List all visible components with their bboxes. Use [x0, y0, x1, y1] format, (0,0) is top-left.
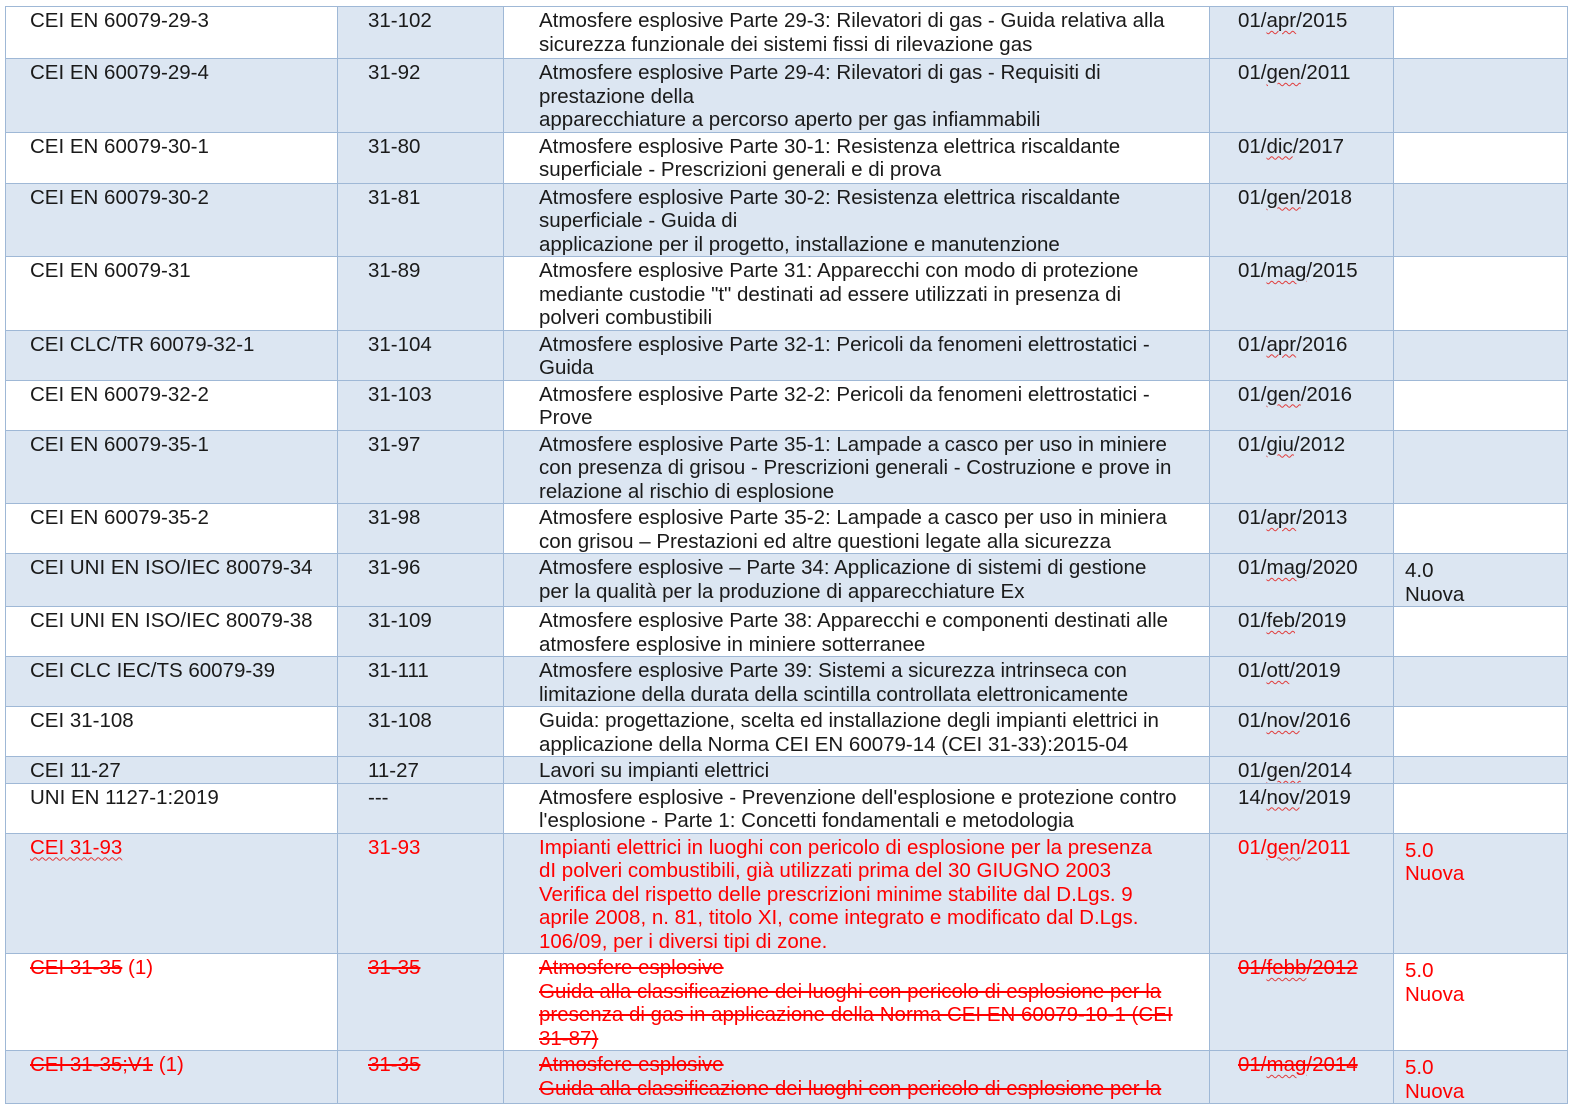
publication-date: 01/mag/2020: [1210, 554, 1394, 607]
publication-date: 01/gen/2016: [1210, 380, 1394, 430]
norm-title: Atmosfere esplosive – Parte 34: Applicazione di sistemi di gestione per la qualità per la produzione di apparecchiature Ex: [504, 554, 1210, 607]
version-note: [1394, 7, 1568, 59]
cei-classification: 31-102: [338, 7, 504, 59]
norm-code: CEI UNI EN ISO/IEC 80079-34: [6, 554, 338, 607]
version-note: [1394, 707, 1568, 757]
version-note: [1394, 657, 1568, 707]
version-note: [1394, 607, 1568, 657]
norm-code: UNI EN 1127-1:2019: [6, 783, 338, 833]
publication-date: 01/gen/2011: [1210, 59, 1394, 133]
version-note: [1394, 257, 1568, 331]
table-row: [6, 554, 1568, 607]
cei-classification: 31-98: [338, 504, 504, 554]
norm-title: Atmosfere esplosive Parte 31: Apparecchi con modo di protezione mediante custodie "t" destinati ad essere utilizzati in presenza di polveri combustibili: [504, 257, 1210, 331]
cei-classification: 31-108: [338, 707, 504, 757]
norm-title: Atmosfere esplosive Parte 29-4: Rilevatori di gas - Requisiti di prestazione della apparecchiature a percorso aperto per gas infiammabili: [504, 59, 1210, 133]
norm-title: Atmosfere esplosive Parte 35-2: Lampade a casco per uso in miniera con grisou – Prestazioni ed altre questioni legate alla sicurezza: [504, 504, 1210, 554]
table-row: [6, 707, 1568, 757]
cei-classification: 31-111: [338, 657, 504, 707]
cei-classification: ---: [338, 783, 504, 833]
version-note: 4.0 Nuova: [1394, 554, 1568, 607]
version-note: [1394, 59, 1568, 133]
table-row: [6, 257, 1568, 331]
norm-title: Atmosfere esplosive - Prevenzione dell'esplosione e protezione contro l'esplosione - Parte 1: Concetti fondamentali e metodologia: [504, 783, 1210, 833]
norm-code: CEI UNI EN ISO/IEC 80079-38: [6, 607, 338, 657]
version-note: [1394, 132, 1568, 183]
norm-title: Atmosfere esplosive Guida alla classificazione dei luoghi con pericolo di esplosione per la presenza di gas in applicazione della Norma CEI EN 60079-10-1 (CEI 31-87): [504, 954, 1210, 1051]
table-row: [6, 607, 1568, 657]
norm-title: Atmosfere esplosive Parte 32-2: Pericoli da fenomeni elettrostatici - Prove: [504, 380, 1210, 430]
table-row: [6, 657, 1568, 707]
publication-date: 01/apr/2016: [1210, 330, 1394, 380]
norm-title: Atmosfere esplosive Parte 35-1: Lampade a casco per uso in miniere con presenza di grisou - Prescrizioni generali - Costruzione e prove in relazione al rischio di esplosione: [504, 430, 1210, 504]
norm-title: Atmosfere esplosive Parte 38: Apparecchi e componenti destinati alle atmosfere esplosive in miniere sotterranee: [504, 607, 1210, 657]
norm-title: Guida: progettazione, scelta ed installazione degli impianti elettrici in applicazione della Norma CEI EN 60079-14 (CEI 31-33):2015-04: [504, 707, 1210, 757]
norm-code: CEI 31-108: [6, 707, 338, 757]
publication-date: 01/gen/2018: [1210, 183, 1394, 257]
version-note: [1394, 757, 1568, 784]
table-row: [6, 132, 1568, 183]
norm-code: CEI EN 60079-35-1: [6, 430, 338, 504]
publication-date: 01/febb/2012: [1210, 954, 1394, 1051]
norm-code: CEI 11-27: [6, 757, 338, 784]
standards-table: [5, 6, 1568, 1104]
norm-code: CEI EN 60079-29-3: [6, 7, 338, 59]
norm-code: CEI 31-35;V1 (1): [6, 1051, 338, 1104]
norm-title: Atmosfere esplosive Parte 32-1: Pericoli da fenomeni elettrostatici - Guida: [504, 330, 1210, 380]
table-row: [6, 59, 1568, 133]
cei-classification: 31-96: [338, 554, 504, 607]
table-row: [6, 380, 1568, 430]
cei-classification: 31-81: [338, 183, 504, 257]
norm-code: CEI EN 60079-31: [6, 257, 338, 331]
norm-code: CEI EN 60079-29-4: [6, 59, 338, 133]
norm-code: CEI CLC IEC/TS 60079-39: [6, 657, 338, 707]
norm-code: CEI 31-35 (1): [6, 954, 338, 1051]
version-note: 5.0 Nuova: [1394, 833, 1568, 954]
table-row: [6, 504, 1568, 554]
norm-title: Atmosfere esplosive Parte 39: Sistemi a sicurezza intrinseca con limitazione della durata della scintilla controllata elettronicamente: [504, 657, 1210, 707]
version-note: [1394, 430, 1568, 504]
publication-date: 01/nov/2016: [1210, 707, 1394, 757]
norm-title: Impianti elettrici in luoghi con pericolo di esplosione per la presenza dI polveri combustibili, già utilizzati prima del 30 GIUGNO 2003 Verifica del rispetto delle prescrizioni minime stabilite dal D.Lgs. 9 aprile 2008, n. 81, titolo XI, come integrato e modificato dal D.Lgs. 106/09, per i diversi tipi di zone.: [504, 833, 1210, 954]
norm-code: CEI EN 60079-30-1: [6, 132, 338, 183]
publication-date: 01/mag/2015: [1210, 257, 1394, 331]
cei-classification: 31-93: [338, 833, 504, 954]
publication-date: 01/gen/2014: [1210, 757, 1394, 784]
table-row: [6, 783, 1568, 833]
cei-classification: 31-104: [338, 330, 504, 380]
version-note: 5.0 Nuova: [1394, 1051, 1568, 1104]
table-row: [6, 954, 1568, 1051]
publication-date: 01/apr/2013: [1210, 504, 1394, 554]
publication-date: 01/feb/2019: [1210, 607, 1394, 657]
publication-date: 01/giu/2012: [1210, 430, 1394, 504]
norm-code: CEI 31-93: [6, 833, 338, 954]
publication-date: 01/ott/2019: [1210, 657, 1394, 707]
norm-title: Atmosfere esplosive Guida alla classificazione dei luoghi con pericolo di esplosione per la: [504, 1051, 1210, 1104]
publication-date: 01/gen/2011: [1210, 833, 1394, 954]
norm-code: CEI EN 60079-32-2: [6, 380, 338, 430]
table-row: [6, 757, 1568, 784]
norm-title: Lavori su impianti elettrici: [504, 757, 1210, 784]
version-note: [1394, 380, 1568, 430]
publication-date: 14/nov/2019: [1210, 783, 1394, 833]
cei-classification: 31-92: [338, 59, 504, 133]
table-row: [6, 7, 1568, 59]
cei-classification: 31-35: [338, 1051, 504, 1104]
table-row: [6, 833, 1568, 954]
norm-code: CEI CLC/TR 60079-32-1: [6, 330, 338, 380]
table-row: [6, 1051, 1568, 1104]
version-note: [1394, 183, 1568, 257]
norm-code: CEI EN 60079-35-2: [6, 504, 338, 554]
publication-date: 01/dic/2017: [1210, 132, 1394, 183]
cei-classification: 31-103: [338, 380, 504, 430]
table-row: [6, 330, 1568, 380]
cei-classification: 11-27: [338, 757, 504, 784]
cei-classification: 31-97: [338, 430, 504, 504]
table-row: [6, 430, 1568, 504]
norm-title: Atmosfere esplosive Parte 30-1: Resistenza elettrica riscaldante superficiale - Prescrizioni generali e di prova: [504, 132, 1210, 183]
norm-code: CEI EN 60079-30-2: [6, 183, 338, 257]
version-note: [1394, 330, 1568, 380]
version-note: [1394, 783, 1568, 833]
publication-date: 01/mag/2014: [1210, 1051, 1394, 1104]
publication-date: 01/apr/2015: [1210, 7, 1394, 59]
table-row: [6, 183, 1568, 257]
version-note: [1394, 504, 1568, 554]
cei-classification: 31-109: [338, 607, 504, 657]
norm-title: Atmosfere esplosive Parte 30-2: Resistenza elettrica riscaldante superficiale - Guida di applicazione per il progetto, installazione e manutenzione: [504, 183, 1210, 257]
cei-classification: 31-80: [338, 132, 504, 183]
version-note: 5.0 Nuova: [1394, 954, 1568, 1051]
cei-classification: 31-35: [338, 954, 504, 1051]
cei-classification: 31-89: [338, 257, 504, 331]
norm-title: Atmosfere esplosive Parte 29-3: Rilevatori di gas - Guida relativa alla sicurezza funzionale dei sistemi fissi di rilevazione gas: [504, 7, 1210, 59]
